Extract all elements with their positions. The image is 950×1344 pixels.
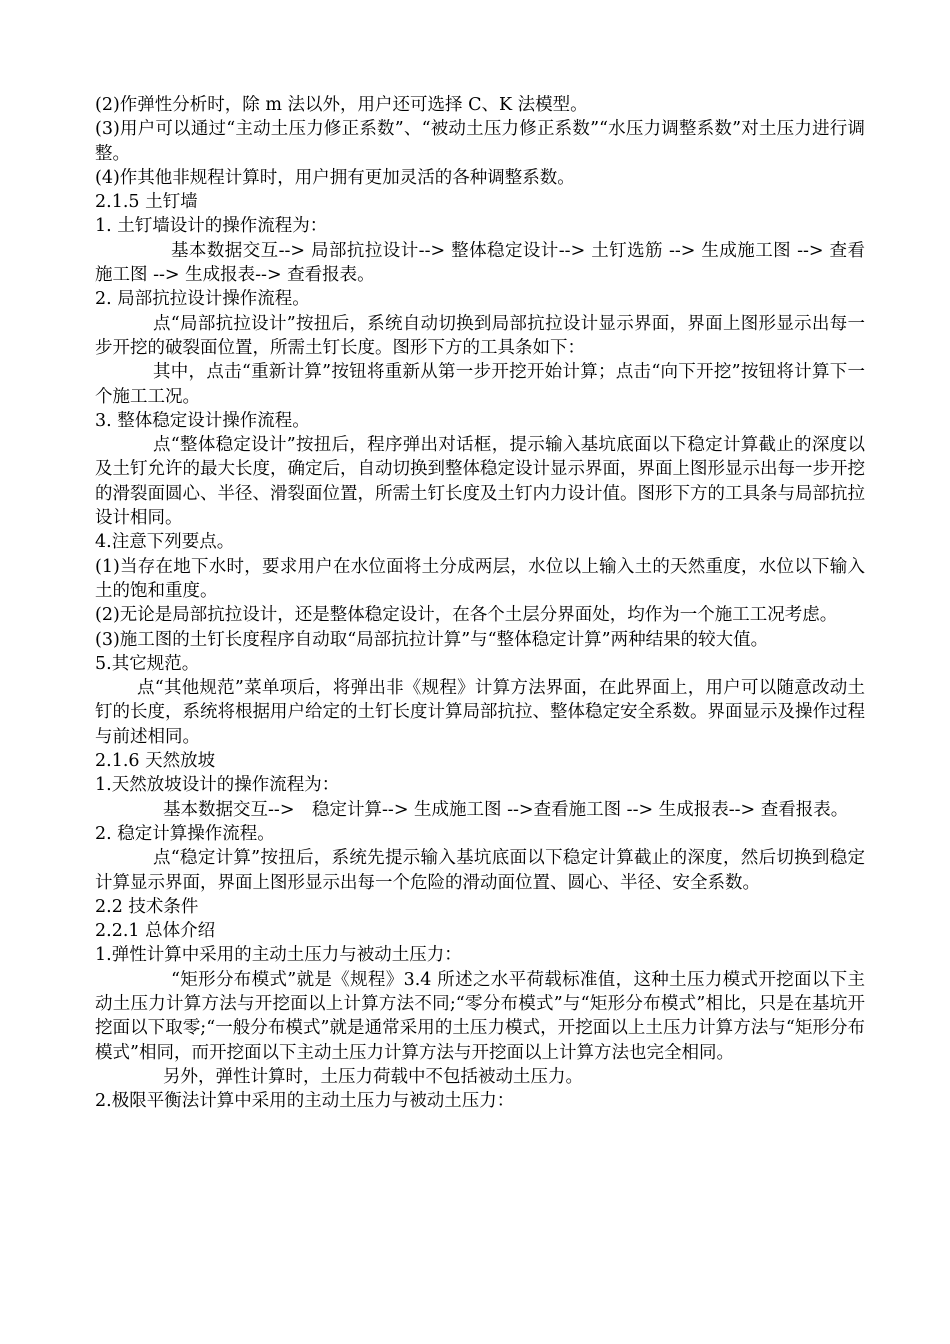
paragraph-pressure-adjust: (3)用户可以通过“主动土压力修正系数”、“被动土压力修正系数”“水压力调整系数”对土压力进行调整。: [95, 119, 865, 164]
paragraph-stability-calc-desc: 点“稳定计算”按扭后，系统先提示输入基坑底面以下稳定计算截止的深度，然后切换到稳定计算显示界面，界面上图形显示出每一个危险的滑动面位置、圆心、半径、安全系数。: [95, 848, 865, 893]
paragraph-other-calc: (4)作其他非规程计算时，用户拥有更加灵活的各种调整系数。: [95, 167, 575, 188]
list-item-overall-stability: 3. 整体稳定设计操作流程。: [95, 410, 310, 431]
paragraph-toolbar-desc: 其中，点击“重新计算”按钮将重新从第一步开挖开始计算；点击“向下开挖”按钮将计算下一个施工工况。: [95, 362, 865, 407]
paragraph-passive-excluded: 另外，弹性计算时，土压力荷载中不包括被动土压力。: [163, 1066, 583, 1087]
section-heading-technical-conditions: 2.2 技术条件: [95, 896, 199, 917]
paragraph-overall-stability-desc: 点“整体稳定设计”按扭后，程序弹出对话框，提示输入基坑底面以下稳定计算截止的深度以及土钉允许的最大长度，确定后，自动切换到整体稳定设计显示界面，界面上图形显示出每一步开挖的滑裂面圆心、半径、滑裂面位置，所需土钉长度及土钉内力设计值。图形下方的工具条与局部抗拉设计相同。: [95, 435, 865, 529]
list-item-notes: 4.注意下列要点。: [95, 532, 235, 553]
paragraph-other-codes-desc: 点“其他规范”菜单项后，将弹出非《规程》计算方法界面，在此界面上，用户可以随意改动土钉的长度，系统将根据用户给定的土钉长度计算局部抗拉、整体稳定安全系数。界面显示及操作过程与前述相同。: [95, 678, 865, 747]
list-item-elastic-pressure: 1.弹性计算中采用的主动土压力与被动土压力：: [95, 945, 462, 966]
list-item-limit-equilibrium: 2.极限平衡法计算中采用的主动土压力与被动土压力：: [95, 1091, 515, 1112]
paragraph-distribution-modes: “矩形分布模式”就是《规程》3.4 所述之水平荷载标准值，这种土压力模式开挖面以下主动土压力计算方法与开挖面以上计算方法不同;“零分布模式”与“矩形分布模式”相比，只是在基坑开挖面以下取零;“一般分布模式”就是通常采用的土压力模式，开挖面以上土压力计算方法与“矩形分布模式”相同，而开挖面以下主动土压力计算方法与开挖面以上计算方法也完全相同。: [95, 969, 865, 1063]
section-heading-soil-nail-wall: 2.1.5 土钉墙: [95, 192, 198, 213]
list-item-design-flow: 1. 土钉墙设计的操作流程为：: [95, 216, 328, 237]
paragraph-slope-flow-steps: 基本数据交互--> 稳定计算--> 生成施工图 -->查看施工图 --> 生成报表--> 查看报表。: [163, 799, 849, 820]
paragraph-local-tension-desc: 点“局部抗拉设计”按扭后，系统自动切换到局部抗拉设计显示界面，界面上图形显示出每一步开挖的破裂面位置，所需土钉长度。图形下方的工具条如下：: [95, 313, 865, 358]
list-item-stability-calc: 2. 稳定计算操作流程。: [95, 823, 275, 844]
list-item-slope-design-flow: 1.天然放坡设计的操作流程为：: [95, 775, 340, 796]
paragraph-note-groundwater: (1)当存在地下水时，要求用户在水位面将土分成两层，水位以上输入土的天然重度，水位以下输入土的饱和重度。: [95, 556, 865, 601]
document-page: [95, 93, 865, 1113]
paragraph-note-nail-length: (3)施工图的土钉长度程序自动取“局部抗拉计算”与“整体稳定计算”两种结果的较大值。: [95, 629, 769, 650]
paragraph-note-layer-interface: (2)无论是局部抗拉设计，还是整体稳定设计，在各个土层分界面处，均作为一个施工工况考虑。: [95, 605, 838, 626]
paragraph-elastic-analysis: (2)作弹性分析时，除 m 法以外，用户还可选择 C、K 法模型。: [95, 95, 588, 115]
list-item-other-codes: 5.其它规范。: [95, 653, 200, 674]
paragraph-design-flow-steps: 基本数据交互--> 局部抗拉设计--> 整体稳定设计--> 土钉选筋 --> 生成施工图 --> 查看施工图 --> 生成报表--> 查看报表。: [95, 240, 865, 286]
section-heading-natural-slope: 2.1.6 天然放坡: [95, 751, 216, 772]
section-heading-overview: 2.2.1 总体介绍: [95, 921, 216, 942]
list-item-local-tension: 2. 局部抗拉设计操作流程。: [95, 289, 310, 310]
